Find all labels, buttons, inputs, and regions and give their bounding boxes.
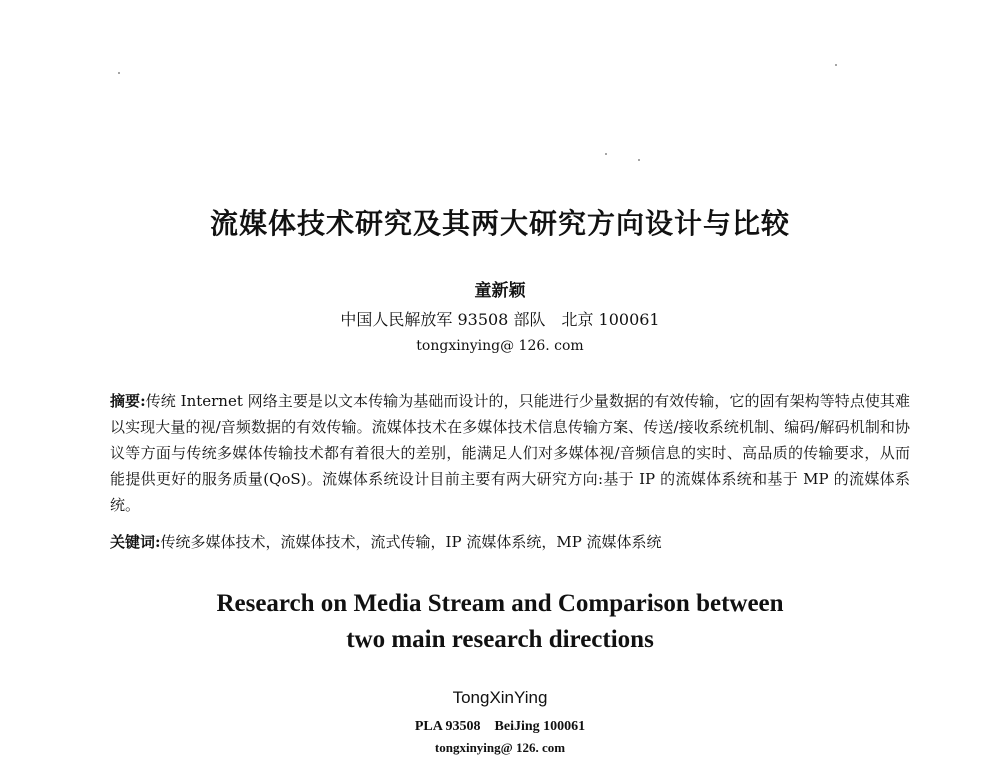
- chinese-email: tongxinying@ 126. com: [416, 338, 584, 354]
- scan-speck: [835, 64, 837, 66]
- scan-speck: [118, 72, 120, 74]
- english-email: tongxinying@ 126. com: [434, 740, 566, 755]
- abstract-label: 摘要:: [110, 392, 146, 410]
- chinese-title: 流媒体技术研究及其两大研究方向设计与比较: [209, 207, 790, 240]
- english-title-line-1: Research on Media Stream and Comparison between: [216, 590, 784, 617]
- english-affiliation: PLA 93508 BeiJing 100061: [414, 719, 586, 734]
- english-title: [0, 586, 1000, 658]
- abstract-text: 传统 Internet 网络主要是以文本传输为基础而设计的，只能进行少量数据的有效传输，它的固有架构等特点使其难以实现大量的视/音频数据的有效传输。流媒体技术在多媒体技术信息传输方案、传送/接收系统机制、编码/解码机制和协议等方面与传统多媒体传输技术都有着很大的差别，能满足人们对多媒体视/音频信息的实时、高品质的传输要求，从而能提供更好的服务质量(QoS)。流媒体系统设计目前主要有两大研究方向:基于 IP 的流媒体系统和基于 MP 的流媒体系统。: [110, 392, 910, 514]
- scan-speck: [638, 159, 640, 161]
- english-title-line-2: two main research directions: [346, 626, 654, 653]
- scan-speck: [605, 153, 607, 155]
- abstract-paragraph: [110, 388, 910, 518]
- english-author: TongXinYing: [452, 688, 548, 707]
- chinese-author: 童新颖: [474, 281, 526, 301]
- keywords-text: 传统多媒体技术，流媒体技术，流式传输，IP 流媒体系统，MP 流媒体系统: [160, 533, 662, 551]
- keywords-label: 关键词:: [110, 533, 161, 551]
- keywords-paragraph: [110, 530, 910, 554]
- chinese-affiliation: 中国人民解放军 93508 部队 北京 100061: [340, 310, 660, 329]
